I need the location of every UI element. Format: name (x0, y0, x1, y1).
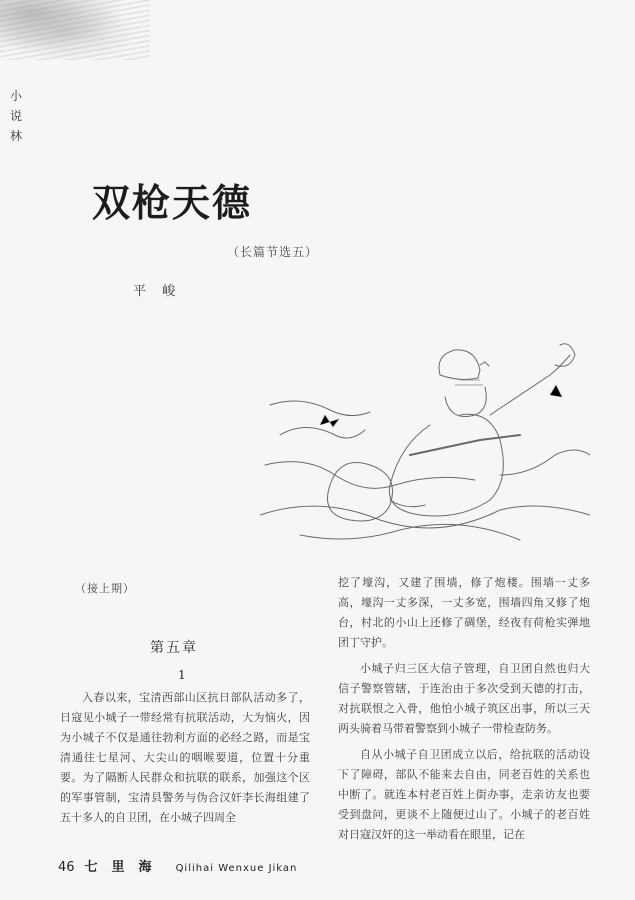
page-number: 46 (58, 860, 75, 875)
continued-note: （接上期） (75, 582, 135, 595)
left-text-column (60, 688, 310, 828)
page-footer (58, 856, 297, 875)
author-name: 平 峻 (133, 284, 182, 299)
magazine-name: 七里海 (84, 860, 166, 875)
article-title: 双枪天德 (92, 181, 253, 225)
section-number: 1 (178, 668, 186, 682)
paragraph: 自从小城子自卫团成立以后，给抗联的活动设下了障碍，部队不能来去自由，同老百姓的关系也中断了。就连本村老百姓上街办事，走亲访友也要受到盘问，更谈不上随便过山了。小城子的老百姓对日寇汉奸的这一举动看在眼里，记在 (338, 748, 590, 841)
scan-smudge (0, 0, 150, 60)
chapter-title: 第五章 (150, 640, 198, 656)
right-text-column (338, 573, 590, 845)
paragraph: 小城子归三区大信子管理，自卫团自然也归大信子警察管辖，于连治由于多次受到天德的打击，对抗联恨之入骨，他怕小城子筑区出事，所以三天两头骑着马带着警察到小城子一带检查防务。 (338, 662, 590, 735)
paragraph: 入春以来，宝清西部山区抗日部队活动多了，日寇见小城子一带经常有抗联活动，大为恼火，因为小城子不仅是通往勃利方面的必经之路，而是宝清通往七星河、大尖山的咽喉要道，位置十分重要。为了隔断人民群众和抗联的联系，加强这个区的军事管制，宝清县警务与伪合汉奸李长海组建了五十多人的自卫团，在小城子四周全 (60, 691, 310, 824)
paragraph: 挖了壕沟，又建了围墙，修了炮楼。围墙一丈多高，壕沟一丈多深，一丈多宽，围墙四角又修了炮台，村北的小山上还修了碉堡，经夜有荷枪实弹地团丁守护。 (338, 576, 590, 649)
soldier-illustration (260, 335, 590, 565)
magazine-pinyin: Qilihai Wenxue Jikan (175, 863, 298, 874)
article-subtitle: （长篇节选五） (227, 245, 319, 259)
column-label: 小说林 (9, 89, 22, 143)
